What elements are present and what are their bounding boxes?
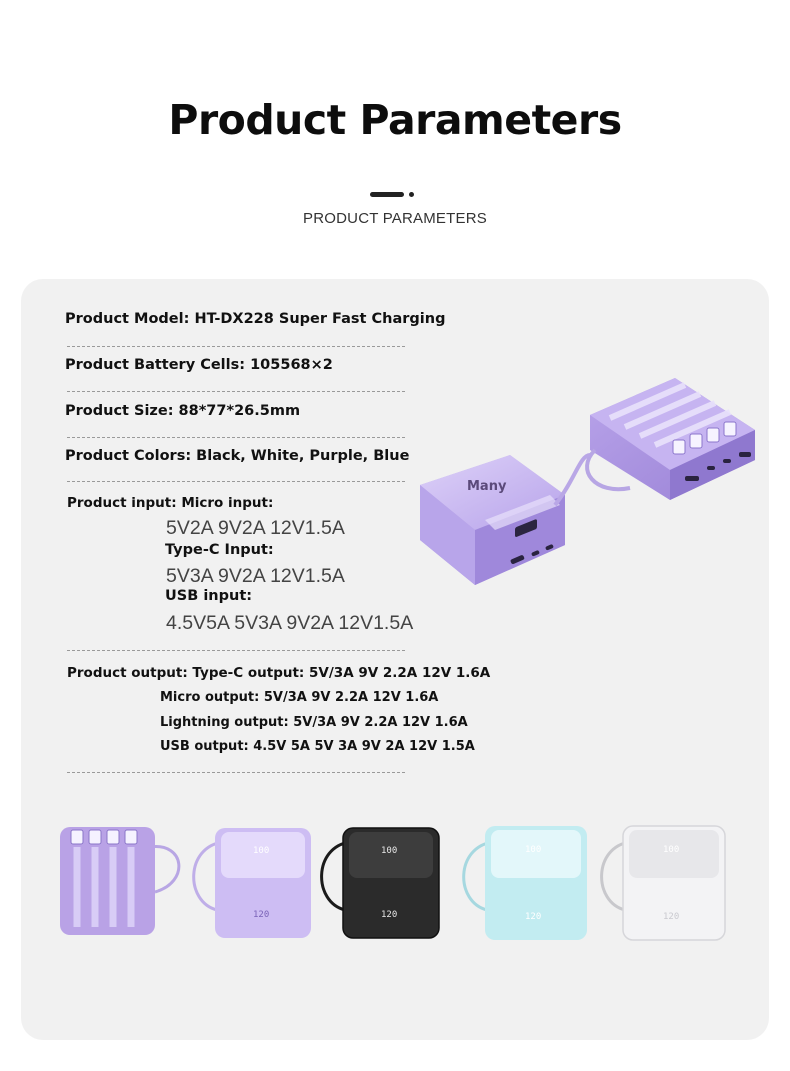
spec-cells: Product Battery Cells: 105568×2 xyxy=(65,357,333,373)
output-typec: Product output: Type-C output: 5V/3A 9V 2.2A 12V 1.6A xyxy=(67,665,491,681)
variant-capacity: 120 xyxy=(663,912,680,922)
variant-capacity: 120 xyxy=(525,912,542,922)
variant-purple xyxy=(194,828,311,938)
variant-blue xyxy=(464,826,587,940)
output-micro: Micro output: 5V/3A 9V 2.2A 12V 1.6A xyxy=(160,690,439,705)
page-subtitle: PRODUCT PARAMETERS xyxy=(303,210,487,227)
separator xyxy=(67,391,405,392)
variants-row xyxy=(55,822,735,947)
separator xyxy=(67,437,405,438)
product-image xyxy=(415,370,765,600)
separator xyxy=(67,650,405,651)
variant-display: 100 xyxy=(663,845,680,855)
power-bank-front-view xyxy=(420,455,590,585)
typec-input-values: 5V3A 9V2A 12V1.5A xyxy=(166,565,345,587)
spec-size: Product Size: 88*77*26.5mm xyxy=(65,403,301,419)
variant-black xyxy=(322,828,439,938)
separator xyxy=(67,346,405,347)
variant-display: 100 xyxy=(381,846,398,856)
variant-capacity: 120 xyxy=(381,910,398,920)
usb-input-values: 4.5V5A 5V3A 9V2A 12V1.5A xyxy=(166,612,414,634)
micro-input-values: 5V2A 9V2A 12V1.5A xyxy=(166,517,345,539)
typec-input-label: Type-C Input: xyxy=(165,542,274,558)
usb-input-label: USB input: xyxy=(165,588,253,604)
input-label: Product input: Micro input: xyxy=(67,495,274,511)
separator xyxy=(67,481,405,482)
variant-capacity: 120 xyxy=(253,910,270,920)
spec-colors: Product Colors: Black, White, Purple, Blue xyxy=(65,448,410,464)
page-title: Product Parameters xyxy=(168,96,622,144)
variant-white xyxy=(602,826,725,940)
variant-display: 100 xyxy=(525,845,542,855)
output-lightning: Lightning output: 5V/3A 9V 2.2A 12V 1.6A xyxy=(160,715,468,730)
separator xyxy=(67,772,405,773)
product-label: Many xyxy=(467,479,507,494)
spec-model: Product Model: HT-DX228 Super Fast Charging xyxy=(65,311,446,327)
divider-dot xyxy=(409,192,414,197)
divider-bar xyxy=(370,192,404,197)
variant-display: 100 xyxy=(253,846,270,856)
power-bank-back-view xyxy=(587,378,755,500)
variant-purple-cables xyxy=(60,827,179,935)
output-usb: USB output: 4.5V 5A 5V 3A 9V 2A 12V 1.5A xyxy=(160,739,475,754)
